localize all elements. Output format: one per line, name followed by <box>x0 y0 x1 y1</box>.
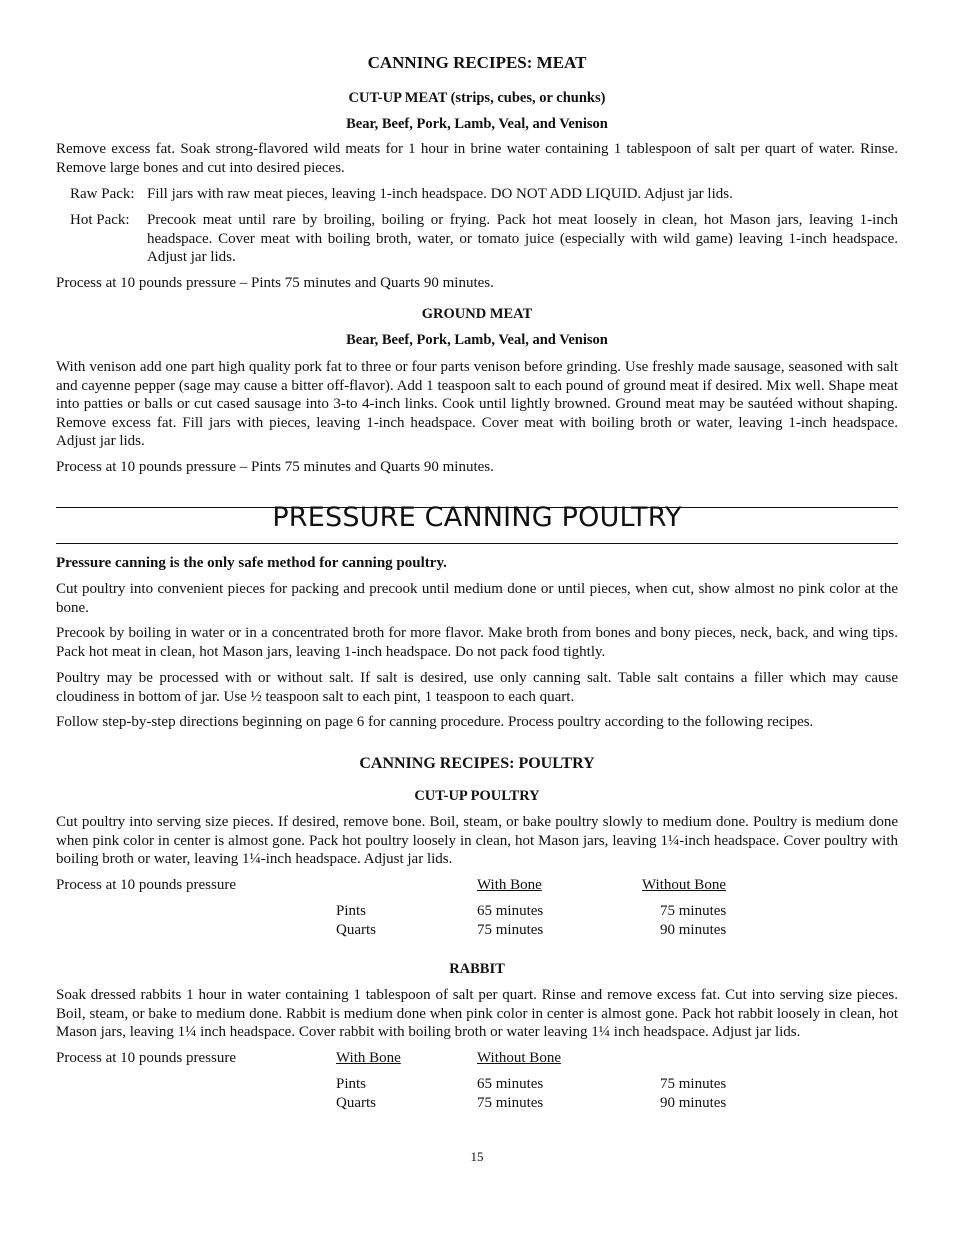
poultry-recipes-heading: CANNING RECIPES: POULTRY <box>359 755 595 772</box>
rabbit-col-without: Without Bone <box>477 1050 561 1066</box>
cutup-meat-process: Process at 10 pounds pressure – Pints 75 minutes and Quarts 90 minutes. <box>56 275 494 291</box>
rabbit-size-pints: Pints <box>336 1076 367 1092</box>
cutup-poultry-size-quarts: Quarts <box>336 922 376 938</box>
poultry-section-title: PRESSURE CANNING POULTRY <box>272 502 682 533</box>
cutup-meat-intro: Remove excess fat. Soak strong-flavored wild meats for 1 hour in brine water containing 1 tablespoon of salt per quart of water. Rinse. Remove large bones and cut into desired pieces. <box>56 141 898 176</box>
cutup-poultry-quarts-without: 90 minutes <box>660 922 727 938</box>
rabbit-col-with: With Bone <box>336 1050 401 1066</box>
cutup-meat-title: CUT-UP MEAT (strips, cubes, or chunks) <box>348 90 606 106</box>
meat-recipes-heading: CANNING RECIPES: MEAT <box>367 53 587 72</box>
poultry-para-1: Cut poultry into convenient pieces for packing and precook until medium done or until pieces, when cut, show almost no pink color at the bone. <box>56 581 898 616</box>
rabbit-size-quarts: Quarts <box>336 1095 376 1111</box>
page-number: 15 <box>470 1149 484 1164</box>
rabbit-process-table <box>56 1049 898 1119</box>
rabbit-title: RABBIT <box>449 961 505 977</box>
poultry-para-2: Precook by boiling in water or in a concentrated broth for more flavor. Make broth from bones and bony pieces, neck, back, and wing tips. Pack hot meat in clean, hot Mason jars, leaving 1-inch headspace. Do not pack food tightly. <box>56 625 898 660</box>
ground-meat-title: GROUND MEAT <box>421 306 533 322</box>
rabbit-pints-without: 75 minutes <box>660 1076 727 1092</box>
cutup-poultry-pints-with: 65 minutes <box>477 903 544 919</box>
poultry-para-4: Follow step-by-step directions beginning on page 6 for canning procedure. Process poultry according to the following recipes. <box>56 714 814 730</box>
ground-meat-subtitle: Bear, Beef, Pork, Lamb, Veal, and Venison <box>346 332 608 348</box>
cutup-poultry-process-table <box>56 876 898 946</box>
cutup-poultry-col-without: Without Bone <box>642 877 726 893</box>
cutup-poultry-size-pints: Pints <box>336 903 367 919</box>
rabbit-pints-with: 65 minutes <box>477 1076 544 1092</box>
raw-pack-text: Fill jars with raw meat pieces, leaving 1-inch headspace. DO NOT ADD LIQUID. Adjust jar lids. <box>147 186 733 202</box>
ground-meat-process: Process at 10 pounds pressure – Pints 75 minutes and Quarts 90 minutes. <box>56 459 494 475</box>
poultry-para-3: Poultry may be processed with or without salt. If salt is desired, use only canning salt. Table salt contains a filler which may cause cloudiness in bottom of jar. Use ½ teaspoon salt to each pint, 1 teaspoon to each quart. <box>56 670 898 705</box>
cutup-poultry-quarts-with: 75 minutes <box>477 922 544 938</box>
ground-meat-text: With venison add one part high quality pork fat to three or four parts venison before grinding. Use freshly made sausage, seasoned with salt and cayenne pepper (sage may cause a bitter off-flavor). Add 1 teaspoon salt to each pound of ground meat if desired. Mix well. Shape meat into patties or balls or cut cased sausage into 3-to 4-inch links. Cook until lightly browned. Ground meat may be sautéed without shaping. Remove excess fat. Fill jars with pieces, leaving 1-inch headspace. Cover meat with boiling broth or water, leaving 1-inch headspace. Adjust jar lids. <box>56 359 898 450</box>
cutup-poultry-col-with: With Bone <box>477 877 542 893</box>
section-rule-bottom <box>56 543 898 544</box>
raw-pack-label: Raw Pack: <box>70 186 135 202</box>
poultry-safety-note: Pressure canning is the only safe method for canning poultry. <box>56 555 447 571</box>
hot-pack-label: Hot Pack: <box>70 212 130 228</box>
cutup-poultry-text: Cut poultry into serving size pieces. If desired, remove bone. Boil, steam, or bake poultry slowly to medium done. Poultry is medium done when pink color in center is almost gone. Pack hot poultry loosely in clean, hot Mason jars, leaving 1¼-inch headspace. Cover poultry with boiling broth or water, leaving 1¼-inch headspace. Adjust jar lids. <box>56 814 898 868</box>
hot-pack-text: Precook meat until rare by broiling, boiling or frying. Pack hot meat loosely in clean, hot Mason jars, leaving 1-inch headspace. Cover meat with boiling broth, water, or tomato juice (especially with wild game) leaving 1-inch headspace. Adjust jar lids. <box>147 212 898 266</box>
rabbit-quarts-with: 75 minutes <box>477 1095 544 1111</box>
cutup-meat-subtitle: Bear, Beef, Pork, Lamb, Veal, and Venison <box>346 116 608 132</box>
rabbit-quarts-without: 90 minutes <box>660 1095 727 1111</box>
cutup-poultry-title: CUT-UP POULTRY <box>414 788 540 804</box>
cutup-poultry-process-label: Process at 10 pounds pressure <box>56 877 236 893</box>
rabbit-text: Soak dressed rabbits 1 hour in water containing 1 tablespoon of salt per quart. Rinse and remove excess fat. Cut into serving size pieces. Boil, steam, or bake to medium done. Rabbit is medium done when pink color in center is almost gone. Pack hot rabbit loosely in clean, hot Mason jars, leaving 1¼ inch headspace. Cover rabbit with boiling broth or water leaving 1¼ inch headspace. Adjust jar lids. <box>56 987 898 1041</box>
cutup-poultry-pints-without: 75 minutes <box>660 903 727 919</box>
rabbit-process-label: Process at 10 pounds pressure <box>56 1050 236 1066</box>
